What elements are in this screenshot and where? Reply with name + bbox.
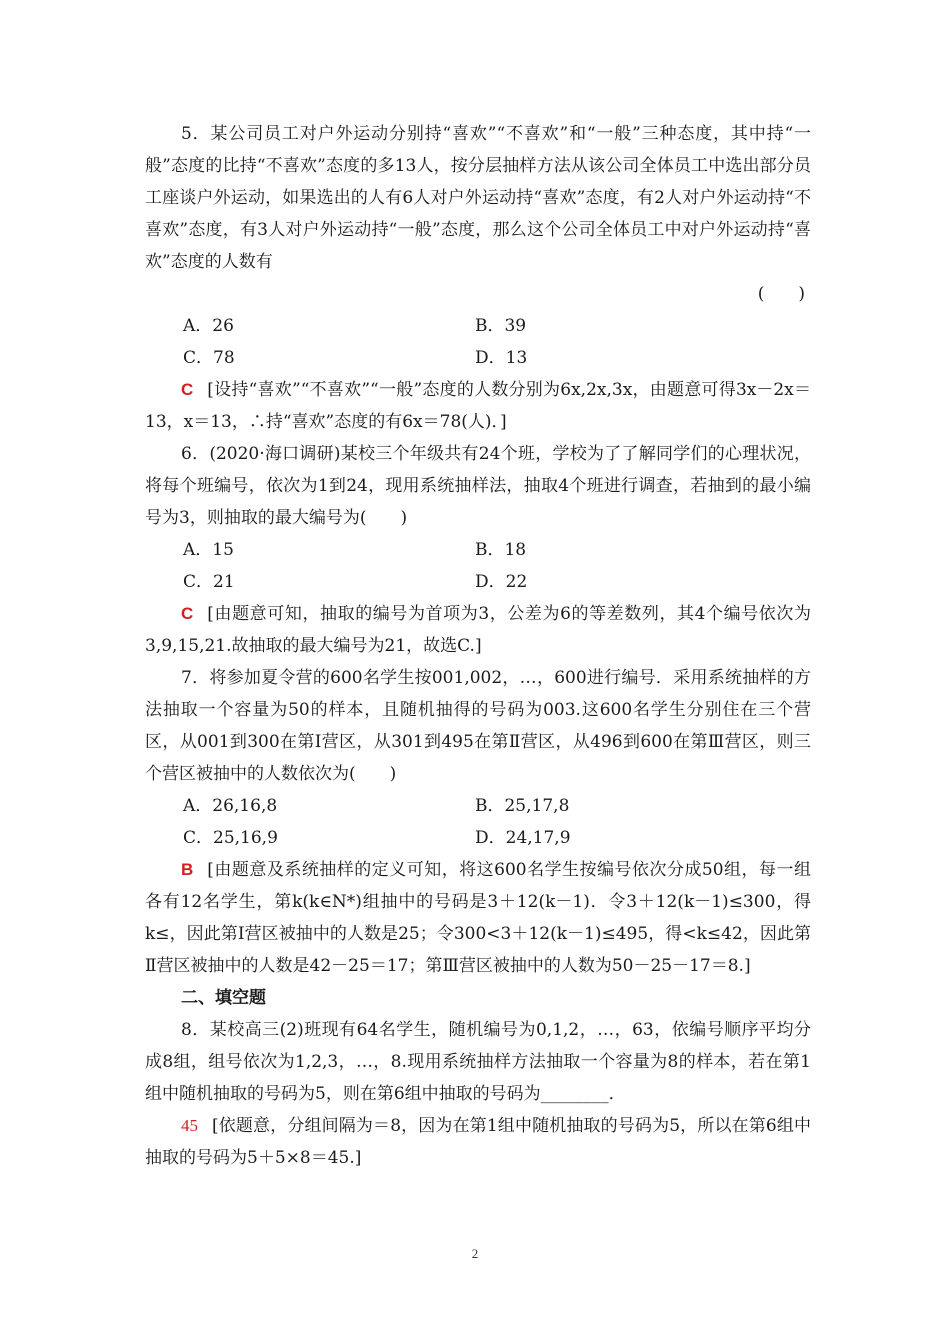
page-number: 2 <box>471 1246 479 1261</box>
q7-solution <box>145 854 811 982</box>
q5-option-d: D．13 <box>475 348 528 368</box>
q6-options-row-2 <box>145 566 811 598</box>
q7-option-c: C．25,16,9 <box>183 828 278 848</box>
q6-option-a: A．15 <box>183 540 234 560</box>
q8-solution <box>145 1110 811 1174</box>
section-heading-fill-in: 二、填空题 <box>181 988 266 1008</box>
q6-stem: 6．(2020·海口调研)某校三个年级共有24个班，学校为了了解同学们的心理状况，将每个班编号，依次为1到24，现用系统抽样法，抽取4个班进行调查，若抽到的最小编号为3，则抽取的最大编号为( ) <box>145 444 811 528</box>
q6-option-b: B．18 <box>475 540 527 560</box>
q7-answer: B <box>181 860 194 879</box>
q6-options-row-1 <box>145 534 811 566</box>
q8-explanation: [依题意，分组间隔为＝8，因为在第1组中随机抽取的号码为5，所以在第6组中抽取的号码为5＋5×8＝45.] <box>145 1116 811 1168</box>
q5-options-row-1 <box>145 310 811 342</box>
q6-answer: C <box>181 604 194 623</box>
q7-option-d: D．24,17,9 <box>475 828 571 848</box>
q8-answer: 45 <box>181 1116 198 1135</box>
q7-option-b: B．25,17,8 <box>475 796 570 816</box>
q6-solution <box>145 598 811 662</box>
q5-answer: C <box>181 380 194 399</box>
q5-option-c: C．78 <box>183 348 235 368</box>
page-content <box>145 118 811 1174</box>
q7-stem: 7．将参加夏令营的600名学生按001,002，…，600进行编号．采用系统抽样的方法抽取一个容量为50的样本，且随机抽得的号码为003.这600名学生分别住在三个营区，从001到300在第Ⅰ营区，从301到495在第Ⅱ营区，从496到600在第Ⅲ营区，则三个营区被抽中的人数依次为( ) <box>145 668 811 784</box>
q5-explanation: [设持“喜欢”“不喜欢”“一般”态度的人数分别为6x,2x,3x，由题意可得3x－2x＝13，x＝13，∴持“喜欢”态度的有6x＝78(人)．] <box>145 380 811 432</box>
q5-paren: ( ) <box>757 284 805 304</box>
q6-explanation: [由题意可知，抽取的编号为首项为3，公差为6的等差数列，其4个编号依次为3,9,15,21.故抽取的最大编号为21，故选C.] <box>145 604 811 656</box>
q7-options-row-2 <box>145 822 811 854</box>
q6-option-c: C．21 <box>183 572 235 592</box>
q8-stem: 8．某校高三(2)班现有64名学生，随机编号为0,1,2，…，63，依编号顺序平均分成8组，组号依次为1,2,3，…，8.现用系统抽样方法抽取一个容量为8的样本，若在第1组中随机抽取的号码为5，则在第6组中抽取的号码为________． <box>145 1020 811 1104</box>
q5-stem: 5．某公司员工对户外运动分别持“喜欢”“不喜欢”和“一般”三种态度，其中持“一般”态度的比持“不喜欢”态度的多13人，按分层抽样方法从该公司全体员工中选出部分员工座谈户外运动，如果选出的人有6人对户外运动持“喜欢”态度，有2人对户外运动持“不喜欢”态度，有3人对户外运动持“一般”态度，那么这个公司全体员工中对户外运动持“喜欢”态度的人数有 <box>145 124 811 272</box>
q5-options-row-2 <box>145 342 811 374</box>
q5-solution <box>145 374 811 438</box>
q5-option-a: A．26 <box>183 316 234 336</box>
q7-option-a: A．26,16,8 <box>183 796 278 816</box>
q6-option-d: D．22 <box>475 572 528 592</box>
q7-options-row-1 <box>145 790 811 822</box>
q5-option-b: B．39 <box>475 316 527 336</box>
q7-explanation: [由题意及系统抽样的定义可知，将这600名学生按编号依次分成50组，每一组各有12名学生，第k(k∈N*)组抽中的号码是3＋12(k－1)．令3＋12(k－1)≤300，得k≤，因此第Ⅰ营区被抽中的人数是25；令300<3＋12(k－1)≤495，得<k≤42，因此第Ⅱ营区被抽中的人数是42－25＝17；第Ⅲ营区被抽中的人数为50－25－17＝8.] <box>145 860 811 976</box>
